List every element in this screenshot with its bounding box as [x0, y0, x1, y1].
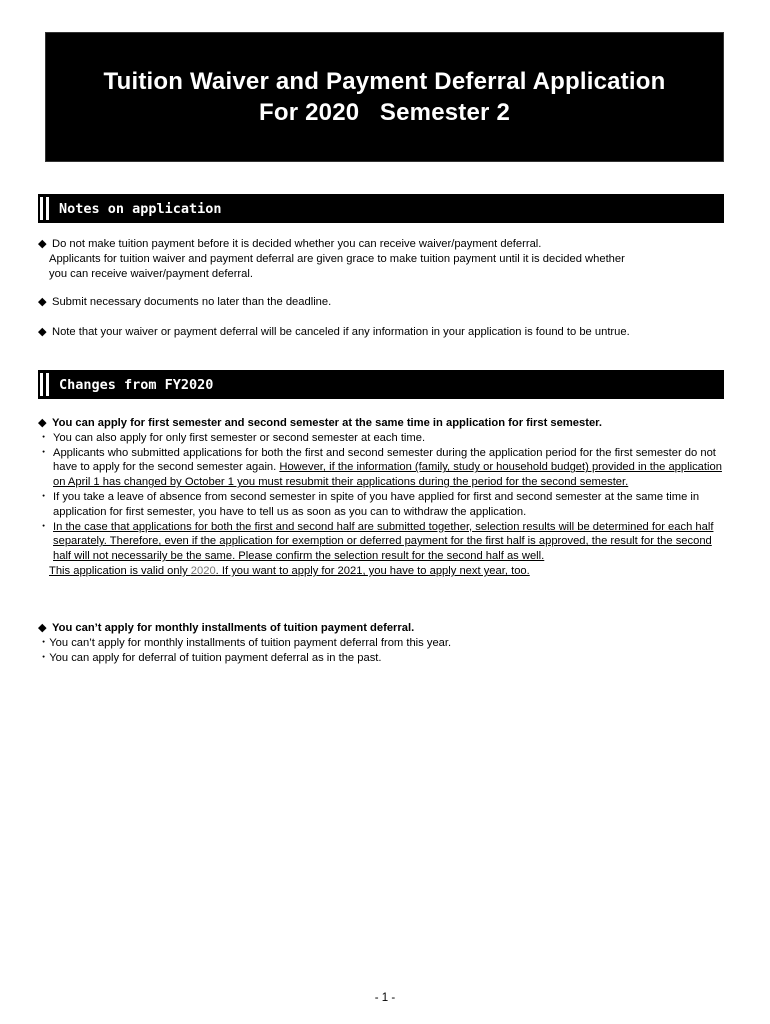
- changes-bullet-4: In the case that applications for both the first and second half are submitted together, selection results will be determined for each half separately. Therefore, even if the application for exemption or deferred payment for the first half is approved, the result for the second half will not necessarily be the same. Please confirm the selection result for the second half as well.: [53, 520, 714, 563]
- section-header-notes: [38, 194, 724, 223]
- list-item: [38, 651, 728, 666]
- changes-item-c1: You can’t apply for monthly installments of tuition payment deferral from this year.: [49, 636, 452, 649]
- section-header-changes: [38, 370, 724, 399]
- document-title-line2: For 2020 Semester 2: [258, 99, 510, 126]
- bullet-icon: ・: [38, 490, 50, 503]
- document-title-line1: Tuition Waiver and Payment Deferral Application: [103, 68, 666, 95]
- changes-heading-1: You can apply for first semester and second semester at the same time in application for first semester.: [52, 417, 603, 429]
- bullet-icon: ・: [38, 431, 50, 444]
- list-item: [38, 636, 728, 651]
- bullet-icon: ・: [38, 651, 50, 664]
- diamond-icon: ◆: [38, 622, 47, 634]
- note-2-text: Submit necessary documents no later than the deadline.: [52, 296, 332, 308]
- validity-year: 2020: [190, 564, 216, 577]
- note-1-sub2: you can receive waiver/payment deferral.: [49, 267, 253, 280]
- bullet-icon: ・: [38, 636, 50, 649]
- note-item-3: [38, 325, 728, 340]
- page-number: - 1 -: [374, 992, 396, 1004]
- validity-note: [38, 564, 728, 579]
- diamond-icon: ◆: [38, 326, 47, 338]
- diamond-icon: ◆: [38, 296, 47, 308]
- note-item-2: [38, 295, 728, 310]
- section-heading-notes: Notes on application: [59, 200, 222, 217]
- changes-list-2: [38, 621, 728, 665]
- list-item: [38, 446, 728, 490]
- validity-post: . If you want to apply for 2021, you have to apply next year, too.: [215, 564, 530, 577]
- validity-pre: This application is valid only: [49, 564, 191, 577]
- note-1-text: Do not make tuition payment before it is decided whether you can receive waiver/payment deferral.: [52, 238, 542, 250]
- section-bars-icon: [40, 197, 49, 220]
- note-item-1: [38, 237, 728, 281]
- diamond-icon: ◆: [38, 417, 47, 429]
- changes-bullet-3: If you take a leave of absence from second semester in spite of you have applied for first and second semester at the same time in application for first semester, you have to tell us as soon as you can to withdraw the application.: [53, 490, 700, 518]
- changes-item-c2: You can apply for deferral of tuition payment deferral as in the past.: [49, 651, 382, 664]
- section-bars-icon: [40, 373, 49, 396]
- note-3-text: Note that your waiver or payment deferral will be canceled if any information in your application is found to be untrue.: [52, 326, 630, 338]
- changes-bullet-2-plain: Applicants who submitted applications for both the first and second semester during the application period for the first semester do not have to apply for the second semester again.: [53, 446, 716, 474]
- changes-bullet-1: You can also apply for only first semester or second semester at each time.: [53, 431, 426, 444]
- list-item: [38, 520, 728, 564]
- document-title-block: [45, 32, 724, 162]
- changes-heading-2: You can’t apply for monthly installments of tuition payment deferral.: [52, 622, 415, 634]
- diamond-icon: ◆: [38, 238, 47, 250]
- note-1-sub1: Applicants for tuition waiver and payment deferral are given grace to make tuition payment until it is decided whether: [49, 252, 625, 265]
- section-heading-changes: Changes from FY2020: [59, 376, 214, 393]
- bullet-icon: ・: [38, 446, 50, 459]
- list-item: [38, 490, 728, 520]
- changes-bullet-2-underlined: However, if the information (family, study or household budget) provided in the application on April 1 has changed by October 1 you must resubmit their applications during the period for the second semester.: [53, 461, 722, 489]
- list-item: [38, 431, 728, 446]
- bullet-icon: ・: [38, 520, 50, 533]
- changes-list-1: [38, 416, 728, 579]
